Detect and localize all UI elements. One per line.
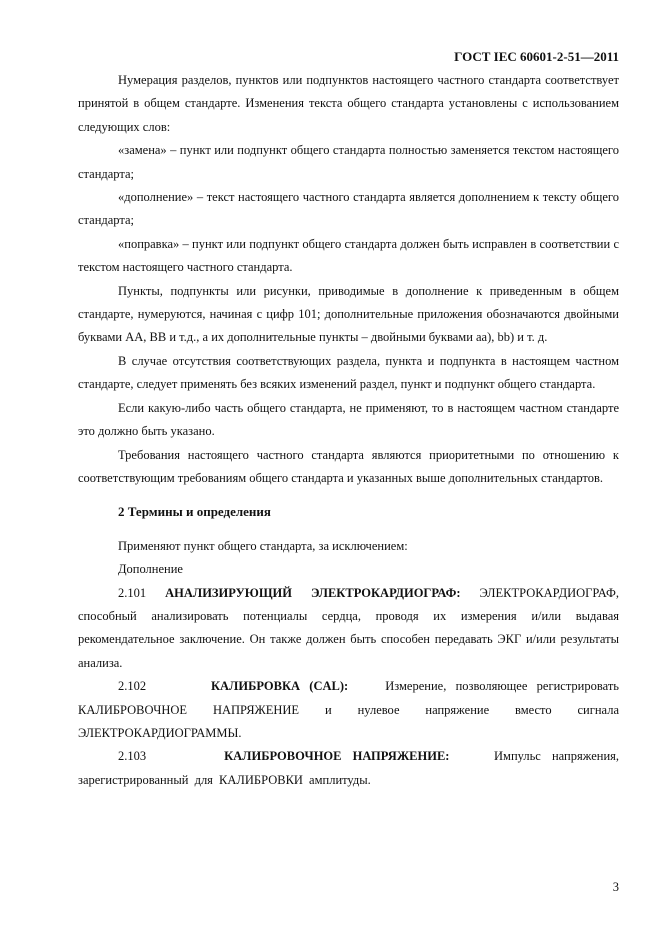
addition-label: Дополнение — [118, 562, 183, 577]
paragraph-not-applied: Если какую-либо часть общего стандарта, не применяют, то в настоящем частном стандарте это должно быть указано. — [78, 400, 619, 439]
paragraph-replacement: «замена» – пункт или подпункт общего стандарта полностью заменяется текстом настоящего стандарта; — [78, 143, 619, 181]
term-number: 2.101 — [118, 585, 147, 600]
term-definition: Измерение, позволяющее регистрировать КАЛИБРОВОЧНОЕ НАПРЯЖЕНИЕ и нулевое напряжение вместо сигнала ЭЛЕКТРОКАРДИОГРАММЫ. — [78, 679, 619, 740]
term-name: КАЛИБРОВКА (CAL): — [210, 679, 349, 694]
term-name: КАЛИБРОВОЧНОЕ НАПРЯЖЕНИЕ: — [224, 749, 450, 764]
term-definition: Импульс напряжения, зарегистрированный для КАЛИБРОВКИ амплитуды. — [78, 749, 620, 787]
standard-code-header: ГОСТ IEC 60601-2-51—2011 — [454, 49, 619, 64]
term-definition: ЭЛЕКТРОКАРДИОГРАФ, способный анализировать потенциалы сердца, проводя их измерения и/или выдавая рекомендательное заключение. Он также должен быть способен передавать ЭКГ и/или результаты анализа. — [78, 585, 620, 670]
paragraph-absent-sections: В случае отсутствия соответствующих раздела, пункта и подпункта в настоящем частном стандарте, следует применять без всяких изменений раздел, пункт и подпункт общего стандарта. — [78, 353, 619, 392]
paragraph-priority: Требования настоящего частного стандарта являются приоритетными по отношению к соответствующим требованиям общего стандарта и указанных выше дополнительных стандартов. — [78, 447, 619, 485]
paragraph-numbering: Нумерация разделов, пунктов или подпунктов настоящего частного стандарта соответствует принятой в общем стандарте. Изменения текста общего стандарта установлены с использованием следующих слов: — [78, 73, 619, 134]
term-name: АНАЛИЗИРУЮЩИЙ ЭЛЕКТРОКАРДИОГРАФ: — [165, 585, 461, 600]
section-heading: 2 Термины и определения — [118, 504, 271, 520]
term-entry-2-102 — [78, 675, 619, 745]
section-intro: Применяют пункт общего стандарта, за исключением: — [118, 538, 408, 553]
paragraph-numbering-additions: Пункты, подпункты или рисунки, приводимые в дополнение к приведенным в общем стандарте, нумеруются, начиная с цифр 101; дополнительные приложения обозначаются двойными буквами АА, ВВ и т.д., а их дополнительные пункты – двойными буквами аа), bb) и т. д. — [78, 283, 619, 345]
paragraph-addition: «дополнение» – текст настоящего частного стандарта является дополнением к тексту общего стандарта; — [78, 190, 619, 228]
paragraph-amendment: «поправка» – пункт или подпункт общего стандарта должен быть исправлен в соответствии с текстом настоящего частного стандарта. — [78, 236, 619, 275]
term-entry-2-101 — [78, 582, 619, 676]
term-entry-2-103 — [78, 745, 619, 792]
term-number: 2.103 — [118, 749, 147, 764]
term-number: 2.102 — [118, 679, 147, 694]
page-number: 3 — [612, 880, 619, 894]
